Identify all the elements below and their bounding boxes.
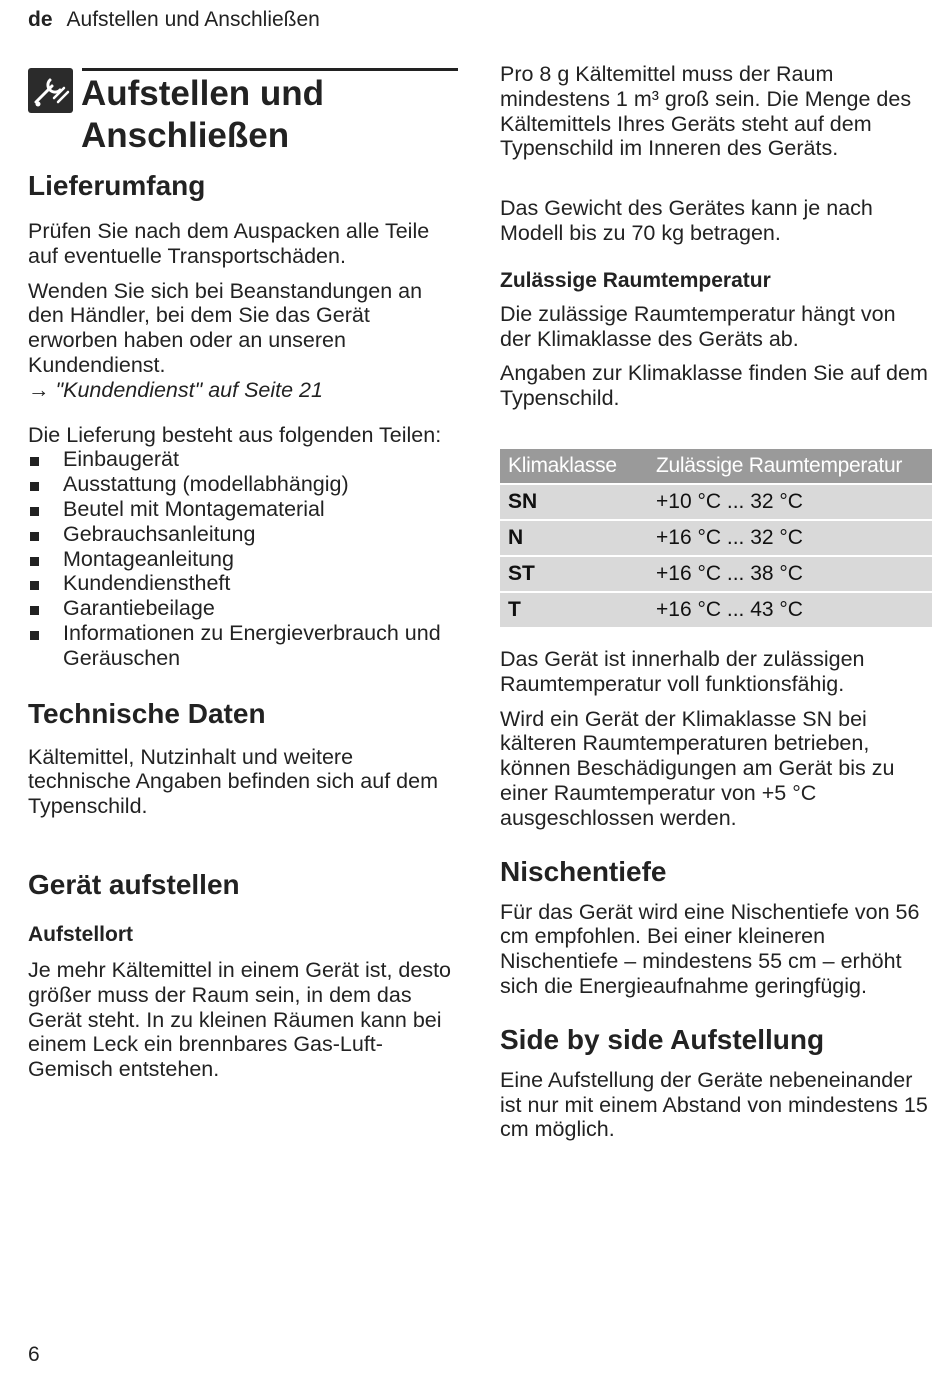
table-row <box>500 521 932 555</box>
paragraph-niche-depth: Für das Gerät wird eine Nischentiefe von 56 cm empfohlen. Bei einer kleineren Nischentiefe – mindestens 55 cm – erhöht sich die Energieaufnahme geringfügig. <box>500 899 920 998</box>
paragraph-fully-functional: Das Gerät ist innerhalb der zulässigen Raumtemperatur voll funktionsfähig. <box>500 646 865 696</box>
header-section-title: Aufstellen und Anschließen <box>66 8 320 31</box>
language-tag: de <box>28 8 53 31</box>
page-number: 6 <box>28 1343 40 1366</box>
chapter-title <box>28 60 458 160</box>
list-item: Garantiebeilage <box>28 596 458 621</box>
heading-technische-daten: Technische Daten <box>28 697 266 729</box>
left-column <box>28 60 458 1082</box>
paragraph-sn-class-note: Wird ein Gerät der Klimaklasse SN bei kälteren Raumtemperaturen betrieben, können Beschädigungen am Gerät bis zu einer Raumtemperatur von +5 °C ausgeschlossen werden. <box>500 706 895 830</box>
paragraph-refrigerant-room: Je mehr Kältemittel in einem Gerät ist, desto größer muss der Raum sein, in dem das Gerät steht. In zu kleinen Räumen kann bei einem Leck ein brennbares Gas-Luft-Gemisch entstehen. <box>28 957 452 1082</box>
paragraph-weight: Das Gewicht des Gerätes kann je nach Modell bis zu 70 kg betragen. <box>500 196 873 245</box>
chapter-title-text <box>81 73 324 157</box>
parts-list <box>28 447 458 670</box>
right-column <box>500 62 932 1142</box>
column-header-klimaklasse: Klimaklasse <box>500 449 648 483</box>
wrench-plug-icon <box>28 68 73 113</box>
table-cell-class: ST <box>500 557 648 591</box>
list-item: Montageanleitung <box>28 547 458 572</box>
list-item: Ausstattung (modellabhängig) <box>28 472 458 497</box>
paragraph-complaints: Wenden Sie sich bei Beanstandungen an den Händler, bei dem Sie das Gerät erworben haben oder an unseren Kundendienst. <box>28 278 423 377</box>
paragraph-transport-check: Prüfen Sie nach dem Auspacken alle Teile auf eventuelle Transportschäden. <box>28 219 430 268</box>
paragraph-side-by-side: Eine Aufstellung der Geräte nebeneinander ist nur mit einem Abstand von mindestens 15 cm möglich. <box>500 1067 928 1142</box>
paragraph-room-size: Pro 8 g Kältemittel muss der Raum mindestens 1 m³ groß sein. Die Menge des Kältemittels Ihres Geräts steht auf dem Typenschild im Inneren des Geräts. <box>500 62 912 161</box>
title-rule <box>82 68 458 71</box>
heading-side-by-side: Side by side Aufstellung <box>500 1023 825 1055</box>
paragraph-climate-class: Die zulässige Raumtemperatur hängt von der Klimaklasse des Geräts ab. <box>500 301 896 351</box>
subheading-raumtemperatur: Zulässige Raumtemperatur <box>500 268 771 292</box>
column-header-raumtemperatur: Zulässige Raumtemperatur <box>648 449 932 483</box>
table-cell-temperature: +16 °C ... 43 °C <box>648 593 932 627</box>
table-row <box>500 485 932 519</box>
paragraph-delivery-parts: Die Lieferung besteht aus folgenden Teilen: <box>28 422 442 447</box>
list-item: Kundendienstheft <box>28 571 458 596</box>
paragraph-technical-info: Kältemittel, Nutzinhalt und weitere technische Angaben befinden sich auf dem Typenschild. <box>28 744 438 819</box>
table-cell-temperature: +16 °C ... 32 °C <box>648 521 932 555</box>
table-cell-temperature: +10 °C ... 32 °C <box>648 485 932 519</box>
table-cell-class: N <box>500 521 648 555</box>
link-kundendienst[interactable]: → "Kundendienst" auf Seite 21 <box>28 377 323 402</box>
chapter-title-line2: Anschließen <box>81 116 290 155</box>
list-item: Beutel mit Montagematerial <box>28 497 458 522</box>
table-cell-class: SN <box>500 485 648 519</box>
heading-lieferumfang: Lieferumfang <box>28 170 206 201</box>
list-item: Einbaugerät <box>28 447 458 472</box>
climate-class-table <box>500 447 932 629</box>
table-cell-class: T <box>500 593 648 627</box>
paragraph-type-plate: Angaben zur Klimaklasse finden Sie auf dem Typenschild. <box>500 361 928 411</box>
table-row <box>500 557 932 591</box>
table-row <box>500 593 932 627</box>
table-header-row <box>500 449 932 483</box>
heading-nischentiefe: Nischentiefe <box>500 855 667 887</box>
list-item: Informationen zu Energieverbrauch und Geräuschen <box>28 621 458 671</box>
heading-geraet-aufstellen: Gerät aufstellen <box>28 868 240 900</box>
chapter-title-line1: Aufstellen und <box>81 74 325 113</box>
subheading-aufstellort: Aufstellort <box>28 922 133 946</box>
list-item: Gebrauchsanleitung <box>28 522 458 547</box>
table-cell-temperature: +16 °C ... 38 °C <box>648 557 932 591</box>
page-header <box>28 8 320 32</box>
